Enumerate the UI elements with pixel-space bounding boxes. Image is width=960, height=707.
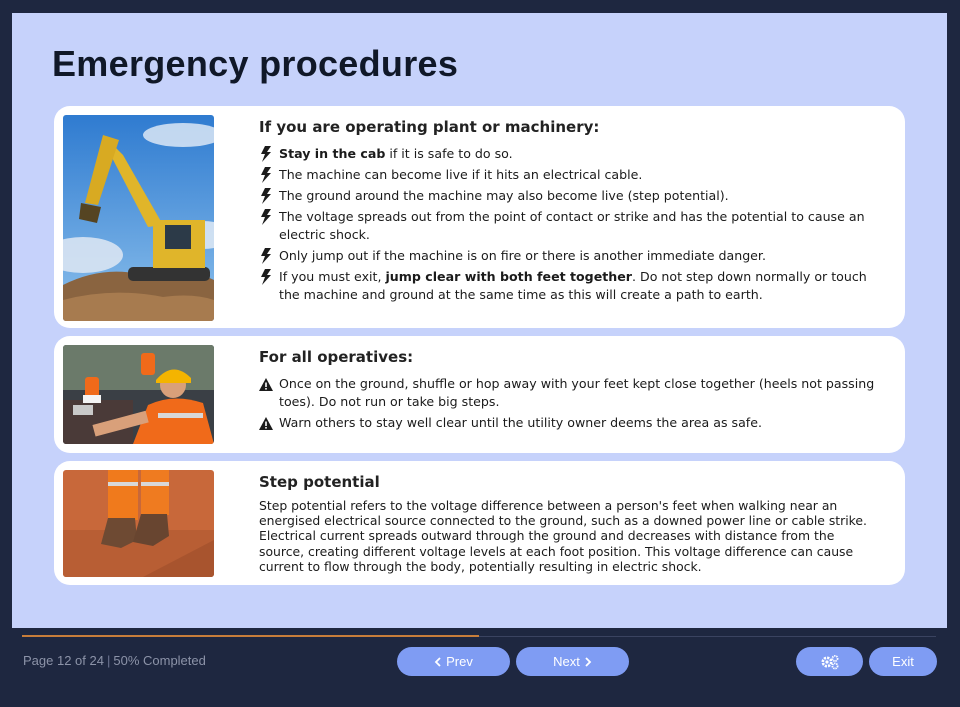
warning-triangle-icon <box>259 415 273 431</box>
section-heading: Step potential <box>259 473 380 491</box>
progress-status <box>23 653 206 668</box>
section-card-machinery <box>54 106 905 328</box>
progress-bar-fill <box>22 635 479 637</box>
section-heading: For all operatives: <box>259 348 414 366</box>
completed-percentage: 50% Completed <box>113 653 206 668</box>
slide-panel <box>12 13 947 628</box>
section-heading: If you are operating plant or machinery: <box>259 118 600 136</box>
list-item: Only jump out if the machine is on fire or there is another immediate danger. <box>259 247 883 265</box>
section-card-step-potential <box>54 461 905 585</box>
settings-button[interactable] <box>796 647 863 676</box>
excavator-on-dirt-photo <box>63 115 214 321</box>
lightning-bolt-icon <box>259 146 273 162</box>
boots-on-ground-photo <box>63 470 214 577</box>
status-separator: | <box>106 653 111 668</box>
list-item: Warn others to stay well clear until the utility owner deems the area as safe. <box>259 414 883 432</box>
prev-button[interactable]: Prev <box>397 647 510 676</box>
list-item: If you must exit, jump clear with both feet together. Do not step down normally or touch the machine and ground at the same time as this will create a path to earth. <box>259 268 883 304</box>
list-item: Once on the ground, shuffle or hop away with your feet kept close together (heels not passing toes). Do not run or take big steps. <box>259 375 883 411</box>
lightning-bolt-icon <box>259 167 273 183</box>
section-content-step-potential <box>259 473 883 574</box>
bullet-list <box>259 375 883 432</box>
section-card-operatives <box>54 336 905 453</box>
list-item: The voltage spreads out from the point of contact or strike and has the potential to cause an electric shock. <box>259 208 883 244</box>
lightning-bolt-icon <box>259 188 273 204</box>
page-title: Emergency procedures <box>52 43 459 84</box>
page-indicator: Page 12 of 24 <box>23 653 104 668</box>
lightning-bolt-icon <box>259 248 273 264</box>
warning-triangle-icon <box>259 376 273 392</box>
worker-raising-hands-photo <box>63 345 214 444</box>
gears-icon <box>820 654 840 670</box>
list-item: Stay in the cab if it is safe to do so. <box>259 145 883 163</box>
exit-button[interactable]: Exit <box>869 647 937 676</box>
next-button[interactable]: Next <box>516 647 629 676</box>
list-item: The machine can become live if it hits an electrical cable. <box>259 166 883 184</box>
section-paragraph: Step potential refers to the voltage difference between a person's feet when walking near an energised electrical source connected to the ground, such as a downed power line or cable strike. Electrical current spreads outward through the ground and decreases with distance from the source, creating different voltage levels at each foot position. This voltage difference can cause current to flow through the body, potentially resulting in electric shock. <box>259 498 867 574</box>
lightning-bolt-icon <box>259 209 273 225</box>
section-content-machinery <box>259 118 883 307</box>
bullet-list <box>259 145 883 304</box>
list-item: The ground around the machine may also become live (step potential). <box>259 187 883 205</box>
lightning-bolt-icon <box>259 269 273 285</box>
chevron-left-icon <box>434 657 441 667</box>
section-content-operatives <box>259 348 883 435</box>
chevron-right-icon <box>585 657 592 667</box>
